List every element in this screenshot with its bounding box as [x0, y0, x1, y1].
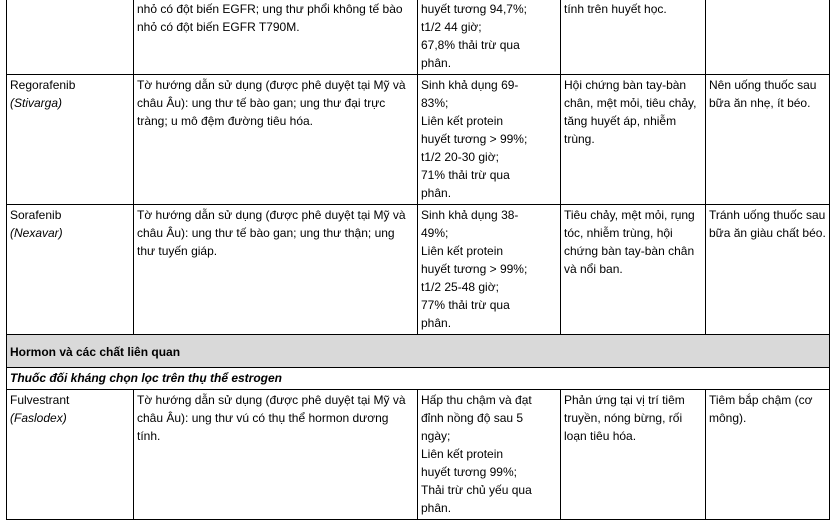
indication-cell: Tờ hướng dẫn sử dụng (được phê duyệt tại Mỹ và châu Âu): ung thư tế bào gan; ung thư thận; ung thư tuyến giáp.	[134, 205, 418, 335]
drug-brand: (Nexavar)	[10, 226, 63, 240]
drug-brand: (Faslodex)	[10, 411, 67, 425]
pk-line: Liên kết protein	[421, 114, 504, 128]
section-row	[7, 335, 830, 368]
adverse-effects-cell: Hội chứng bàn tay-bàn chân, mệt mỏi, tiêu chảy, tăng huyết áp, nhiễm trùng.	[561, 75, 706, 205]
adverse-effects-cell: tính trên huyết học.	[561, 0, 706, 75]
pk-line: phân.	[421, 56, 452, 70]
adverse-effects-cell: Tiêu chảy, mệt mỏi, rụng tóc, nhiễm trùng, hội chứng bàn tay-bàn chân và nổi ban.	[561, 205, 706, 335]
notes-cell: Tránh uống thuốc sau bữa ăn giàu chất béo.	[706, 205, 830, 335]
pk-line: 71% thải trừ qua	[421, 168, 510, 182]
notes-cell: Tiêm bắp chậm (cơ mông).	[706, 390, 830, 520]
table-row	[7, 390, 830, 520]
pk-line: Liên kết protein	[421, 447, 504, 461]
drug-name: Regorafenib	[10, 78, 76, 92]
pk-line: 67,8% thải trừ qua	[421, 38, 520, 52]
pk-line: t1/2 25-48 giờ;	[421, 280, 499, 294]
pk-line: Liên kết protein	[421, 244, 504, 258]
pk-line: phân.	[421, 186, 452, 200]
pk-line: huyết tương > 99%;	[421, 132, 528, 146]
indication-cell: Tờ hướng dẫn sử dụng (được phê duyệt tại Mỹ và châu Âu): ung thư tế bào gan; ung thư đại trực tràng; u mô đệm đường tiêu hóa.	[134, 75, 418, 205]
indication-cell: Tờ hướng dẫn sử dụng (được phê duyệt tại Mỹ và châu Âu): ung thư vú có thụ thể hormon dương tính.	[134, 390, 418, 520]
pk-line: Hấp thu chậm và đạt	[421, 393, 532, 407]
adverse-effects-cell: Phản ứng tại vị trí tiêm truyền, nóng bừng, rối loạn tiêu hóa.	[561, 390, 706, 520]
pk-line: phân.	[421, 501, 452, 515]
pk-line: t1/2 44 giờ;	[421, 20, 482, 34]
pk-line: 83%;	[421, 96, 449, 110]
pk-line: Sinh khả dụng 38-	[421, 208, 519, 222]
pk-line: huyết tương 94,7%;	[421, 2, 527, 16]
section-title: Hormon và các chất liên quan	[7, 335, 830, 368]
pk-line: Sinh khả dụng 69-	[421, 78, 519, 92]
drug-cell	[7, 0, 134, 75]
drug-cell	[7, 75, 134, 205]
subsection-title: Thuốc đối kháng chọn lọc trên thụ thể estrogen	[7, 368, 830, 390]
pk-line: t1/2 20-30 giờ;	[421, 150, 499, 164]
pk-line: huyết tương > 99%;	[421, 262, 528, 276]
table-row	[7, 75, 830, 205]
subsection-row	[7, 368, 830, 390]
pk-line: Thải trừ chủ yếu qua	[421, 483, 532, 497]
pk-line: đỉnh nồng độ sau 5	[421, 411, 524, 425]
notes-cell	[706, 0, 830, 75]
drug-name: Fulvestrant	[10, 393, 70, 407]
pk-line: phân.	[421, 316, 452, 330]
drug-cell	[7, 205, 134, 335]
pharmacokinetics-cell	[418, 205, 561, 335]
drug-cell	[7, 390, 134, 520]
pharmacokinetics-cell	[418, 0, 561, 75]
pharmacokinetics-cell	[418, 75, 561, 205]
pharmacokinetics-cell	[418, 390, 561, 520]
notes-cell: Nên uống thuốc sau bữa ăn nhẹ, ít béo.	[706, 75, 830, 205]
table-row	[7, 205, 830, 335]
indication-cell: nhỏ có đột biến EGFR; ung thư phổi không tế bào nhỏ có đột biến EGFR T790M.	[134, 0, 418, 75]
pk-line: 49%;	[421, 226, 449, 240]
drug-brand: (Stivarga)	[10, 96, 63, 110]
pk-line: huyết tương 99%;	[421, 465, 517, 479]
pk-line: 77% thải trừ qua	[421, 298, 510, 312]
drug-table	[6, 0, 830, 520]
drug-name: Sorafenib	[10, 208, 62, 222]
table-row	[7, 0, 830, 75]
pk-line: ngày;	[421, 429, 451, 443]
